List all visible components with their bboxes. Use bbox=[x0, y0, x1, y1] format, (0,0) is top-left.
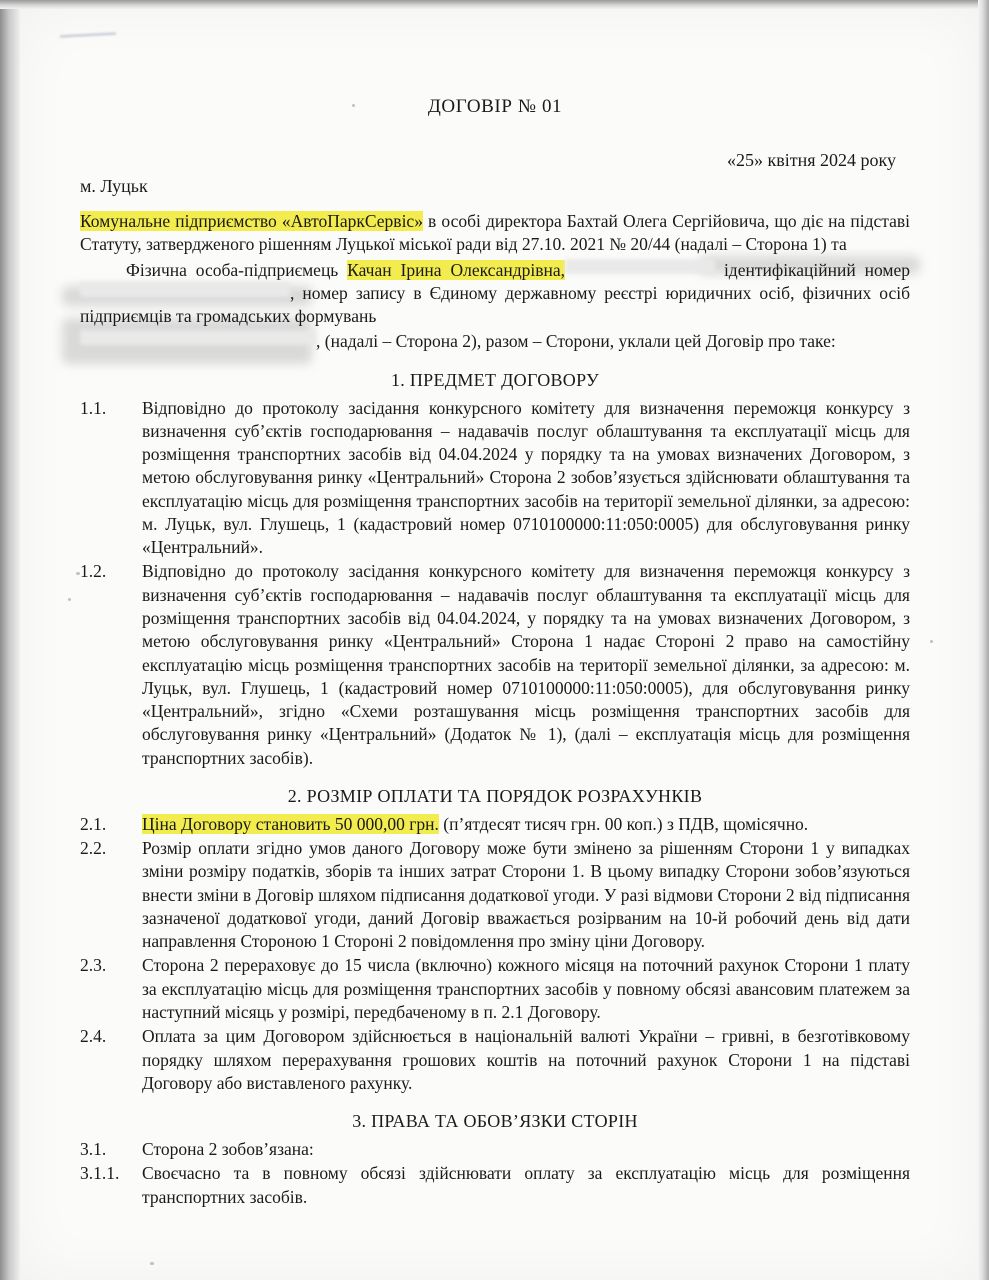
preamble-party-one bbox=[80, 210, 910, 257]
party-two-after: ідентифікаційний номер bbox=[715, 259, 910, 280]
clause-text: Сторона 2 перераховує до 15 числа (включно) кожного місяця на поточний рахунок Сторони 1 плату за експлуатацію місць для розміщення транспортних засобів у повному обсязі авансовим платежем за наступний місяць у розмірі, передбаченому в п. 2.1 Договору. bbox=[142, 955, 910, 1022]
scan-edge-right bbox=[978, 0, 989, 1280]
clause-number: 1.2. bbox=[80, 561, 107, 582]
contract-price-rest: (п’ятдесят тисяч грн. 00 коп.) з ПДВ, щомісячно. bbox=[438, 813, 809, 834]
document-date: «25» квітня 2024 року bbox=[726, 150, 896, 170]
clause-number: 2.4. bbox=[80, 1026, 107, 1047]
scan-edge-left bbox=[0, 0, 20, 1280]
clause-number: 3.1.1. bbox=[80, 1163, 120, 1184]
clause-text: Відповідно до протоколу засідання конкурсного комітету для визначення переможця конкурсу з визначення суб’єктів господарювання – надавачів послуг облаштування та експлуатації місць для розміщення транспортних засобів від 04.04.2024, у порядку та на умовах визначених Договором, з метою обслуговування ринку «Центральний» Сторона 1 надає Стороні 2 право на самостійну експлуатацію місць розміщення транспортних засобів на території земельної ділянки, за адресою: м. Луцьк, вул. Глушець, 1 (кадастровий номер 0710100000:11:050:0005), для обслуговування ринку «Центральний», згідно «Схеми розташування місць розміщення транспортних засобів для обслуговування ринку «Центральний» (Додаток № 1), (далі – експлуатація місць для розміщення транспортних засобів). bbox=[142, 561, 910, 768]
date-and-city-row bbox=[80, 150, 910, 196]
redacted-value bbox=[80, 282, 290, 297]
clause-text: Сторона 2 зобов’язана: bbox=[142, 1139, 314, 1160]
clause-text: Оплата за цим Договором здійснюється в національній валюті України – гривні, в безготівковому порядку шляхом перерахування грошових коштів на поточний рахунок Сторони 1 на підставі Договору або виставленого рахунку. bbox=[142, 1026, 910, 1093]
document-body bbox=[80, 96, 910, 1210]
clause-number: 2.2. bbox=[80, 838, 107, 859]
party-one-highlight: Комунальне підприємство «АвтоПаркСервіс» bbox=[80, 211, 423, 231]
preamble-party-two-tail bbox=[80, 330, 910, 353]
section-heading-2: 2. РОЗМІР ОПЛАТИ ТА ПОРЯДОК РОЗРАХУНКІВ bbox=[287, 785, 703, 806]
clause-text: Розмір оплати згідно умов даного Договору може бути змінено за рішенням Сторони 1 у випадках зміни розміру податків, зборів та інших затрат Сторони 1. В цьому випадку Сторони зобов’язуються внести зміни в Договір шляхом підписання додаткової угоди. У разі відмови Сторони 2 від підписання зазначеної додаткової угоди, даний Договір вважається розірваним на 10-й робочий день від дати направлення Стороною 1 Стороні 2 повідомлення про зміну ціни Договору. bbox=[142, 838, 910, 952]
party-two-highlight: Качан Ірина Олександрівна, bbox=[347, 259, 566, 280]
clause-number: 1.1. bbox=[80, 397, 107, 418]
clause-2-1 bbox=[80, 813, 910, 836]
clause-3-1 bbox=[80, 1138, 910, 1161]
contract-price-highlight: Ціна Договору становить 50 000,00 грн. bbox=[142, 813, 439, 834]
clause-number: 2.3. bbox=[80, 955, 107, 976]
clause-2-2 bbox=[80, 837, 910, 953]
preamble-party-two bbox=[80, 259, 910, 329]
clause-2-4 bbox=[80, 1025, 910, 1095]
clause-number: 2.1. bbox=[80, 813, 107, 834]
clause-number: 3.1. bbox=[80, 1139, 107, 1160]
clause-1-1 bbox=[80, 397, 910, 560]
clause-text: Своєчасно та в повному обсязі здійснювати оплату за експлуатацію місць для розміщення транспортних засобів. bbox=[142, 1163, 910, 1207]
clause-3-1-1 bbox=[80, 1162, 910, 1209]
section-heading-1: 1. ПРЕДМЕТ ДОГОВОРУ bbox=[390, 369, 600, 390]
party-two-lead: Фізична особа-підприємець bbox=[126, 259, 348, 280]
clause-2-3 bbox=[80, 954, 910, 1024]
redacted-value bbox=[565, 259, 715, 274]
clause-text bbox=[142, 813, 910, 836]
document-title: ДОГОВІР № 01 bbox=[427, 96, 563, 117]
document-city: м. Луцьк bbox=[80, 176, 148, 196]
clause-1-2 bbox=[80, 560, 910, 769]
clause-text: Відповідно до протоколу засідання конкурсного комітету для визначення переможця конкурсу з визначення суб’єктів господарювання – надавачів послуг облаштування та експлуатації місць для розміщення транспортних засобів від 04.04.2024 у порядку та на умовах визначених Договором, з метою обслуговування ринку «Центральний» Сторона 2 зобов’язується здійснювати облаштування та експлуатацію місць для розміщення транспортних засобів на території земельної ділянки, за адресою: м. Луцьк, вул. Глушець, 1 (кадастровий номер 0710100000:11:050:0005) для обслуговування ринку «Центральний». bbox=[142, 397, 910, 558]
party-one-rest: в особі директора Бахтай Олега Сергійовича, що діє на підставі Статуту, затвердженого рішенням Луцької міської ради від 27.10. 2021 № 20/44 (надалі – Сторона 1) та bbox=[80, 211, 910, 255]
redacted-value bbox=[80, 330, 316, 345]
party-two-tail: , (надалі – Сторона 2), разом – Сторони, уклали цей Договір про таке: bbox=[316, 331, 836, 352]
party-two-rest: , номер запису в Єдиному державному реєстрі юридичних осіб, фізичних осіб підприємців та громадських формувань bbox=[80, 282, 910, 327]
scan-edge-top bbox=[0, 0, 989, 9]
section-heading-3: 3. ПРАВА ТА ОБОВ’ЯЗКИ СТОРІН bbox=[352, 1111, 638, 1132]
